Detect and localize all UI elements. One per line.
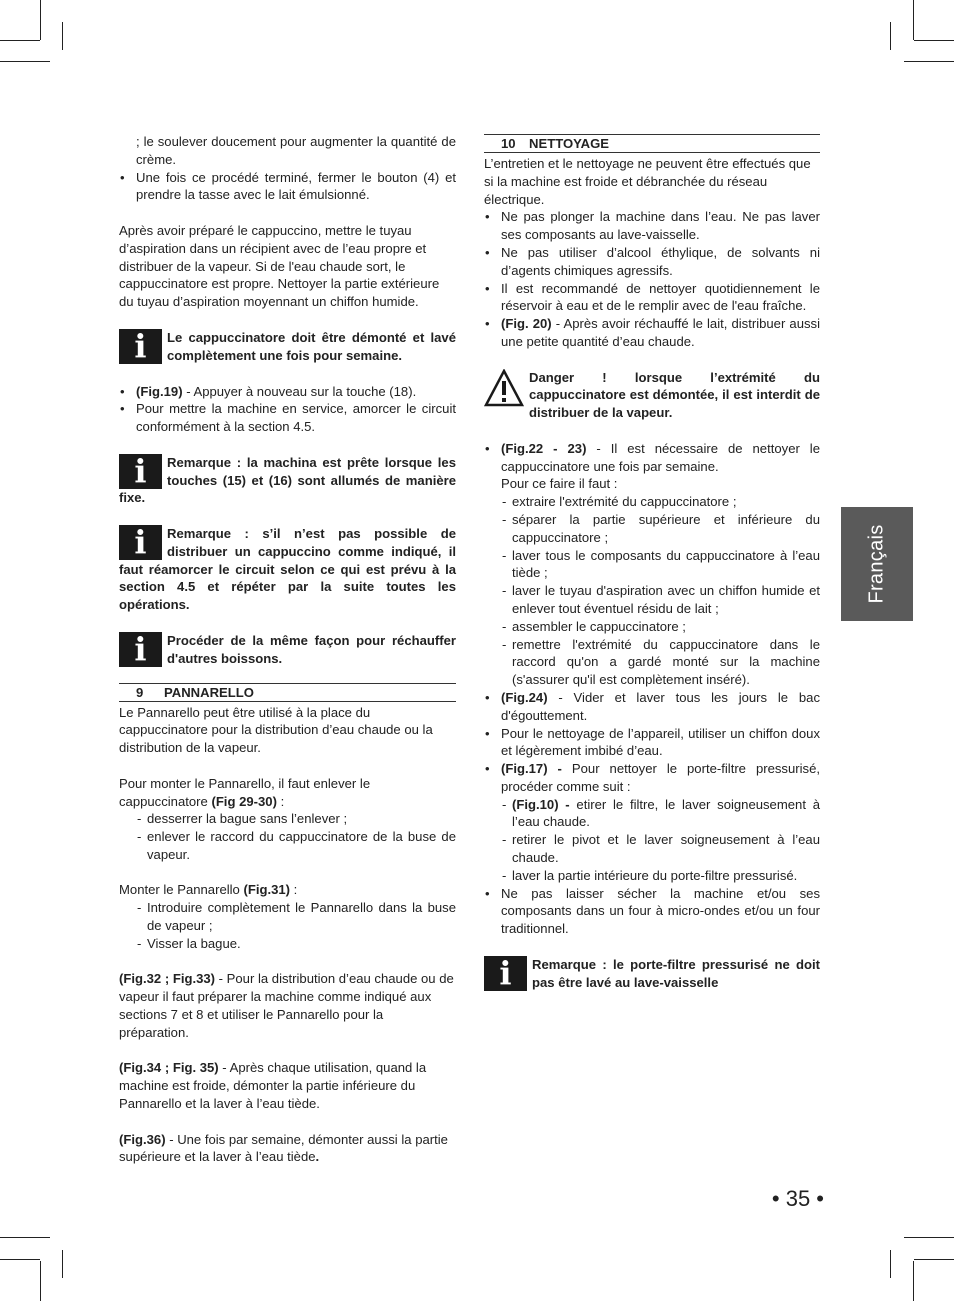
list-item: • Ne pas plonger la machine dans l’eau. Ne pas laver ses composants au lave-vaisselle. <box>484 208 820 244</box>
list-item: - retirer le pivot et le laver soigneusement à l’eau chaude. <box>501 831 820 867</box>
list-item: • (Fig.24) - Vider et laver tous les jours le bac d'égouttement. <box>484 689 820 725</box>
list-item: • Une fois ce procédé terminé, fermer le bouton (4) et prendre la tasse avec le lait émulsionné. <box>119 169 456 205</box>
list-item: - laver tous le composants du cappuccinatore à l’eau tiède ; <box>501 547 820 583</box>
dash-list <box>136 899 456 952</box>
list-item: - séparer la partie supérieure et inférieure du cappuccinatore ; <box>501 511 820 547</box>
language-tab <box>841 507 913 621</box>
page-number: • 35 • <box>771 1186 824 1211</box>
list-item: - desserrer la bague sans l’enlever ; <box>136 810 456 828</box>
warning-icon <box>484 369 524 407</box>
section-heading: 10 NETTOYAGE <box>484 134 820 153</box>
right-column <box>484 134 820 1010</box>
left-column <box>119 133 456 1184</box>
list-item: • (Fig.17) - Pour nettoyer le porte-filtre pressurisé, procéder comme suit : - (Fig.10) - etirer le filtre, le laver soigneusement à l’eau chaude. - retirer le pivot et le laver soigneusement à l’eau chaude. - laver la partie intérieure du porte-filtre pressurisé. <box>484 760 820 885</box>
bullet-list <box>484 440 820 938</box>
list-item: • (Fig.19) - Appuyer à nouveau sur la touche (18). <box>119 383 456 401</box>
dash-list <box>501 493 820 689</box>
info-note: i Remarque : s’il n’est pas possible de distribuer un cappuccino comme indiqué, il faut réamorcer le circuit selon ce qui est prévu à la section 4.5 et répéter par la suite toutes les opérations. <box>119 522 456 613</box>
paragraph: Après avoir préparé le cappuccino, mettre le tuyau d’aspiration dans un récipient avec de l’eau propre et distribuer de la vapeur. Si de l'eau chaude sort, le cappuccinatore est propre. Nettoyer la partie extérieure du tuyau d’aspiration moyennant un chiffon humide. <box>119 222 440 310</box>
list-item: • Pour le nettoyage de l’appareil, utiliser un chiffon doux et légèrement imbibé d’eau. <box>484 725 820 761</box>
list-item: • Il est recommandé de nettoyer quotidiennement le réservoir à eau et de le remplir avec de l'eau fraîche. <box>484 280 820 316</box>
paragraph: (Fig.34 ; Fig. 35) - Après chaque utilisation, quand la machine est froide, démonter la partie inférieure du Pannarello et la laver à l’eau tiède. <box>119 1060 427 1112</box>
paragraph: Monter le Pannarello (Fig.31) : <box>119 882 298 898</box>
info-icon: i <box>119 454 162 489</box>
list-item: • Ne pas utiliser d’alcool éthylique, de solvants ni d’agents chimiques agressifs. <box>484 244 820 280</box>
paragraph: (Fig.36) - Une fois par semaine, démonter aussi la partie supérieure et la laver à l’eau tiède. <box>119 1131 448 1165</box>
paragraph: L’entretien et le nettoyage ne peuvent être effectués que si la machine est froide et débranchée du réseau électrique. <box>484 156 811 207</box>
language-tab-label: Français <box>865 524 888 604</box>
info-note: i Procéder de la même façon pour réchauffer d'autres boissons. <box>119 632 456 668</box>
bullet-list <box>484 208 820 350</box>
bullet-list <box>119 383 456 436</box>
list-item: - remettre l'extrémité du cappuccinatore dans le raccord qu'on a gardé monté sur la machine (s'assurer qu'il est complètement inséré). <box>501 636 820 689</box>
section-heading: 9 PANNARELLO <box>119 683 456 702</box>
list-item: • Pour mettre la machine en service, amorcer le circuit conformément à la section 4.5. <box>119 400 456 436</box>
paragraph: Le Pannarello peut être utilisé à la place du cappuccinatore pour la distribution d’eau chaude ou la distribution de la vapeur. <box>119 704 433 756</box>
list-item: • (Fig. 20) - Après avoir réchauffé le lait, distribuer aussi une petite quantité d’eau chaude. <box>484 315 820 351</box>
info-icon: i <box>119 525 162 560</box>
info-icon: i <box>484 956 527 991</box>
list-item: - assembler le cappuccinatore ; <box>501 618 820 636</box>
list-item: - (Fig.10) - etirer le filtre, le laver soigneusement à l’eau chaude. <box>501 796 820 832</box>
list-item: - laver la partie intérieure du porte-filtre pressurisé. <box>501 867 820 885</box>
list-item: - laver le tuyau d'aspiration avec un chiffon humide et enlever tout éventuel résidu de lait ; <box>501 582 820 618</box>
warning-note: Danger ! lorsque l’extrémité du cappuccinatore est démontée, il est interdit de distribuer de la vapeur. <box>484 369 820 422</box>
list-item: - enlever le raccord du cappuccinatore de la buse de vapeur. <box>136 828 456 864</box>
list-item: - extraire l'extrémité du cappuccinatore ; <box>501 493 820 511</box>
list-item: • Ne pas laisser sécher la machine et/ou ses composants dans un four à micro-ondes et/ou un four traditionnel. <box>484 885 820 938</box>
info-note: i Remarque : la machina est prête lorsque les touches (15) et (16) sont allumés de manière fixe. <box>119 451 456 506</box>
intro-list <box>119 169 456 205</box>
list-item: - Introduire complètement le Pannarello dans la buse de vapeur ; <box>136 899 456 935</box>
dash-list <box>136 810 456 863</box>
dash-list <box>501 796 820 885</box>
paragraph: (Fig.32 ; Fig.33) - Pour la distribution d’eau chaude ou de vapeur il faut préparer la machine comme indiqué aux sections 7 et 8 et utiliser le Pannarello pour la préparation. <box>119 971 454 1040</box>
list-item: - Visser la bague. <box>136 935 456 953</box>
info-icon: i <box>119 632 162 667</box>
info-icon: i <box>119 329 162 364</box>
list-item: • (Fig.22 - 23) - Il est nécessaire de nettoyer le cappuccinatore une fois par semaine. Pour ce faire il faut : - extraire l'extrémité du cappuccinatore ; - séparer la partie supérieure et inférieure du cappuccinatore ; - laver tous le composants du cappuccinatore à l’eau tiède ; - laver le tuyau d'aspiration avec un chiffon humide et enlever tout éventuel résidu de lait ; - assembler le cappuccinatore ; - remettre l'extrémité du cappuccinatore dans le raccord qu'on a gardé monté sur la machine (s'assurer qu'il est complètement inséré). <box>484 440 820 689</box>
info-note: i Remarque : le porte-filtre pressurisé ne doit pas être lavé au lave-vaisselle <box>484 956 820 992</box>
paragraph: Pour monter le Pannarello, il faut enlever le cappuccinatore (Fig 29-30) : <box>119 775 371 809</box>
intro-continuation: ; le soulever doucement pour augmenter la quantité de crème. <box>136 134 456 167</box>
info-note: i Le cappuccinatore doit être démonté et lavé complètement une fois pour semaine. <box>119 329 456 365</box>
